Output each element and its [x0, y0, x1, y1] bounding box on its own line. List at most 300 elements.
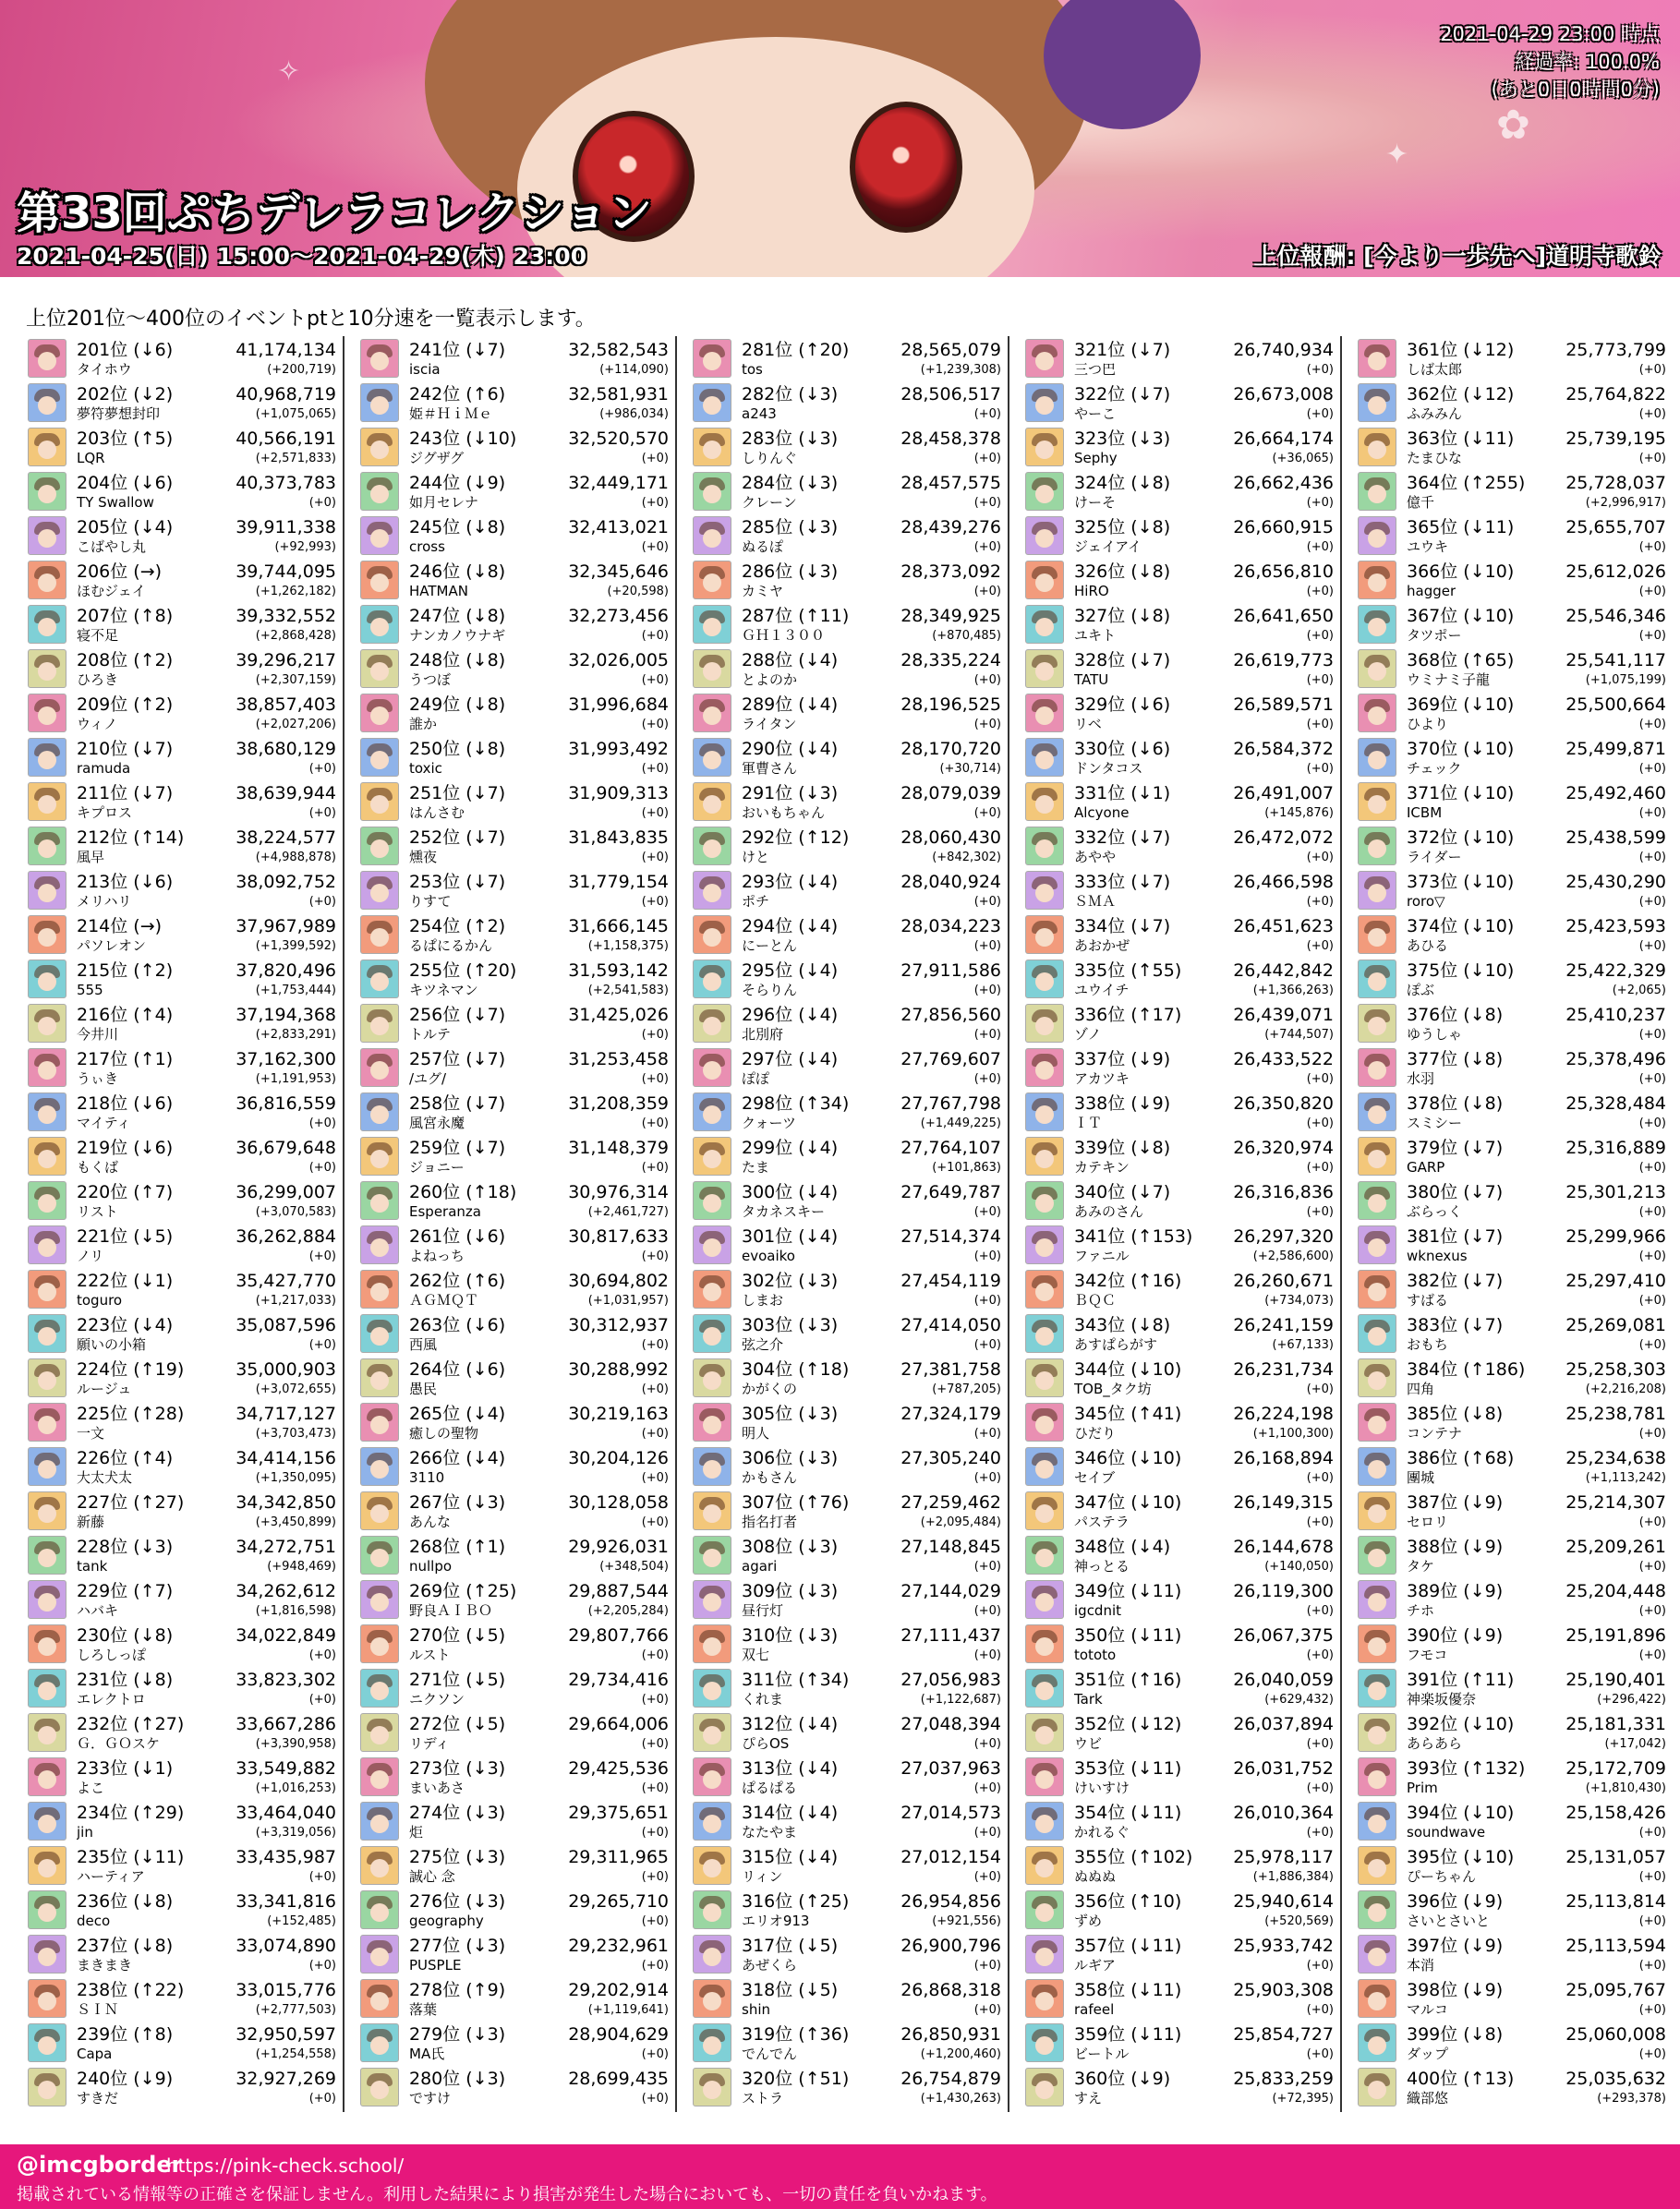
ten-minute-speed: (+0) [641, 1117, 669, 1130]
avatar [360, 1536, 399, 1575]
avatar [360, 827, 399, 865]
rank-label: 324位 (↓8) [1074, 473, 1171, 493]
avatar [360, 1979, 399, 2018]
avatar [693, 1403, 731, 1442]
event-points: 34,272,751 [236, 1537, 336, 1557]
player-name: トルテ [409, 1027, 452, 1043]
ranking-row [691, 912, 1005, 957]
player-name: 野良ＡＩＢＯ [409, 1603, 493, 1619]
event-points: 26,466,598 [1233, 872, 1334, 892]
event-points: 25,728,037 [1565, 473, 1666, 493]
rank-label: 398位 (↓9) [1407, 1980, 1504, 2000]
ranking-row [358, 1533, 672, 1577]
player-name: かもさん [742, 1470, 798, 1486]
player-name: フモコ [1407, 1648, 1448, 1663]
event-points: 28,034,223 [900, 916, 1001, 936]
ranking-row [1356, 1755, 1670, 1799]
event-points: 26,031,752 [1233, 1758, 1334, 1779]
player-name: 指名打者 [742, 1515, 798, 1530]
avatar [1358, 1491, 1396, 1530]
ranking-row [26, 2065, 340, 2109]
ranking-row [358, 1489, 672, 1533]
ten-minute-speed: (+0) [1638, 1826, 1666, 1840]
player-name: Capa [77, 2046, 113, 2062]
rank-label: 311位 (↑34) [742, 1670, 850, 1690]
avatar [28, 2023, 66, 2062]
player-name: まいあさ [409, 1780, 465, 1796]
rank-label: 253位 (↓7) [409, 872, 506, 892]
player-name: りすて [409, 894, 452, 910]
rank-label: 333位 (↓7) [1074, 872, 1171, 892]
player-name: 愚民 [409, 1382, 438, 1397]
event-points: 31,425,026 [568, 1005, 669, 1025]
event-points: 25,301,213 [1565, 1182, 1666, 1202]
avatar [693, 915, 731, 954]
avatar [693, 694, 731, 732]
ten-minute-speed: (+0) [973, 1560, 1001, 1574]
event-points: 29,926,031 [568, 1537, 669, 1557]
ten-minute-speed: (+2,868,428) [255, 629, 336, 643]
rank-label: 282位 (↓3) [742, 384, 839, 404]
ten-minute-speed: (+0) [1306, 540, 1334, 554]
avatar [1358, 915, 1396, 954]
ten-minute-speed: (+0) [1306, 585, 1334, 598]
ten-minute-speed: (+0) [308, 1648, 336, 1662]
ten-minute-speed: (+0) [641, 1427, 669, 1441]
rank-label: 201位 (↓6) [77, 340, 174, 360]
ten-minute-speed: (+744,507) [1264, 1028, 1334, 1042]
rank-label: 233位 (↓1) [77, 1758, 174, 1779]
event-points: 26,584,372 [1233, 739, 1334, 759]
player-name: 風早 [77, 850, 105, 865]
ten-minute-speed: (+921,556) [932, 1914, 1001, 1928]
ten-minute-speed: (+0) [641, 895, 669, 909]
ranking-row [691, 469, 1005, 513]
ranking-row [26, 1888, 340, 1932]
ten-minute-speed: (+0) [1306, 851, 1334, 864]
player-name: るぱにるかん [409, 938, 493, 954]
ranking-row [358, 1799, 672, 1843]
event-points: 25,209,261 [1565, 1537, 1666, 1557]
event-points: 27,037,963 [900, 1758, 1001, 1779]
ten-minute-speed: (+0) [641, 1028, 669, 1042]
event-points: 25,328,484 [1565, 1093, 1666, 1114]
event-points: 25,612,026 [1565, 561, 1666, 582]
ten-minute-speed: (+0) [1306, 1161, 1334, 1175]
event-points: 28,040,924 [900, 872, 1001, 892]
avatar [360, 738, 399, 777]
ten-minute-speed: (+1,262,182) [255, 585, 336, 598]
avatar [1358, 1447, 1396, 1486]
event-points: 30,128,058 [568, 1492, 669, 1513]
ranking-row [1356, 558, 1670, 602]
player-name: 姫＃ＨｉＭｅ [409, 406, 493, 422]
rank-label: 366位 (↓10) [1407, 561, 1515, 582]
rank-label: 236位 (↓8) [77, 1891, 174, 1912]
event-points: 32,581,931 [568, 384, 669, 404]
avatar [360, 1225, 399, 1264]
ten-minute-speed: (+0) [1638, 1072, 1666, 1086]
avatar [1025, 1225, 1064, 1264]
ranking-row [1023, 868, 1337, 912]
ranking-row [691, 1223, 1005, 1267]
ranking-row [358, 513, 672, 558]
ranking-row [691, 1489, 1005, 1533]
player-name: HiRO [1074, 584, 1109, 599]
event-points: 27,048,394 [900, 1714, 1001, 1734]
rank-label: 263位 (↓6) [409, 1315, 506, 1335]
event-points: 33,435,987 [236, 1847, 336, 1867]
ranking-row [1023, 1045, 1337, 1090]
rank-label: 314位 (↓4) [742, 1803, 839, 1823]
avatar [1358, 428, 1396, 466]
ranking-row [691, 1577, 1005, 1622]
player-name: マイティ [77, 1116, 131, 1131]
rank-label: 371位 (↓10) [1407, 783, 1515, 803]
rank-label: 394位 (↓10) [1407, 1803, 1515, 1823]
event-points: 25,172,709 [1565, 1758, 1666, 1779]
player-name: なたやま [742, 1825, 798, 1841]
rank-label: 268位 (↑1) [409, 1537, 506, 1557]
ranking-row [358, 2021, 672, 2065]
event-points: 28,439,276 [900, 517, 1001, 537]
ranking-row [1356, 1489, 1670, 1533]
ranking-row [691, 1134, 1005, 1178]
ranking-row [26, 1045, 340, 1090]
ranking-row [1356, 1577, 1670, 1622]
rank-label: 353位 (↓11) [1074, 1758, 1182, 1779]
event-points: 35,000,903 [236, 1359, 336, 1380]
avatar [28, 782, 66, 821]
ten-minute-speed: (+0) [973, 585, 1001, 598]
rank-label: 331位 (↓1) [1074, 783, 1171, 803]
ten-minute-speed: (+0) [641, 1249, 669, 1263]
ten-minute-speed: (+0) [973, 1338, 1001, 1352]
rank-label: 390位 (↓9) [1407, 1625, 1504, 1646]
rank-label: 400位 (↑13) [1407, 2069, 1515, 2089]
avatar [360, 782, 399, 821]
player-name: ＢＱＣ [1074, 1293, 1117, 1309]
ten-minute-speed: (+0) [641, 1693, 669, 1707]
avatar [360, 1403, 399, 1442]
ranking-row [26, 2021, 340, 2065]
event-points: 30,694,802 [568, 1271, 669, 1291]
rank-label: 368位 (↑65) [1407, 650, 1515, 670]
rank-label: 291位 (↓3) [742, 783, 839, 803]
event-points: 33,464,040 [236, 1803, 336, 1823]
event-points: 25,764,822 [1565, 384, 1666, 404]
event-points: 30,817,633 [568, 1226, 669, 1247]
ten-minute-speed: (+0) [973, 984, 1001, 997]
player-name: しろしっぽ [77, 1648, 147, 1663]
rank-label: 242位 (↑6) [409, 384, 506, 404]
player-name: Sephy [1074, 451, 1118, 466]
event-points: 25,430,290 [1565, 872, 1666, 892]
player-name: やーこ [1074, 406, 1117, 422]
player-name: 一文 [77, 1426, 105, 1442]
rank-label: 326位 (↓8) [1074, 561, 1171, 582]
rank-label: 272位 (↓5) [409, 1714, 506, 1734]
ten-minute-speed: (+0) [308, 1338, 336, 1352]
ten-minute-speed: (+0) [973, 1028, 1001, 1042]
ten-minute-speed: (+0) [1638, 762, 1666, 776]
rank-label: 247位 (↓8) [409, 606, 506, 626]
rank-label: 349位 (↓11) [1074, 1581, 1182, 1601]
avatar [1358, 1935, 1396, 1974]
ten-minute-speed: (+0) [641, 718, 669, 731]
ten-minute-speed: (+1,449,225) [920, 1117, 1001, 1130]
rank-label: 226位 (↑4) [77, 1448, 174, 1468]
ranking-row [26, 602, 340, 646]
ten-minute-speed: (+1,016,253) [255, 1781, 336, 1795]
player-name: リィン [742, 1869, 783, 1885]
player-name: roro▽ [1407, 894, 1445, 910]
ranking-row [1023, 1932, 1337, 1976]
avatar [1025, 1624, 1064, 1663]
ten-minute-speed: (+0) [641, 1161, 669, 1175]
ranking-row [26, 336, 340, 380]
ranking-row [1356, 380, 1670, 425]
avatar [360, 915, 399, 954]
ranking-row [358, 336, 672, 380]
avatar [28, 1092, 66, 1131]
ranking-row [1356, 1666, 1670, 1710]
event-points: 32,582,543 [568, 340, 669, 360]
ten-minute-speed: (+0) [308, 1693, 336, 1707]
avatar [360, 339, 399, 378]
rank-label: 277位 (↓3) [409, 1936, 506, 1956]
avatar [693, 1491, 731, 1530]
avatar [1358, 1624, 1396, 1663]
status-box [1440, 20, 1660, 103]
ranking-row [1023, 2065, 1337, 2109]
event-points: 32,449,171 [568, 473, 669, 493]
ten-minute-speed: (+1,217,033) [255, 1294, 336, 1308]
event-points: 28,335,224 [900, 650, 1001, 670]
avatar [1025, 738, 1064, 777]
ten-minute-speed: (+0) [1306, 1604, 1334, 1618]
player-name: hagger [1407, 584, 1456, 599]
avatar [1025, 1270, 1064, 1309]
rank-label: 303位 (↓3) [742, 1315, 839, 1335]
rank-label: 218位 (↓6) [77, 1093, 174, 1114]
site-link[interactable]: https://pink-check.school/ [166, 2155, 405, 2177]
player-name: ＳＩＮ [77, 2002, 119, 2018]
event-points: 26,433,522 [1233, 1049, 1334, 1069]
player-name: ひより [1407, 717, 1449, 732]
rank-label: 340位 (↓7) [1074, 1182, 1171, 1202]
event-points: 25,095,767 [1565, 1980, 1666, 2000]
player-name: deco [77, 1913, 111, 1929]
ten-minute-speed: (+152,485) [267, 1914, 336, 1928]
ten-minute-speed: (+296,422) [1597, 1693, 1666, 1707]
player-name: wknexus [1407, 1249, 1468, 1264]
event-period: 2021-04-25(日) 15:00〜2021-04-29(木) 23:00 [17, 243, 587, 270]
event-points: 26,040,059 [1233, 1670, 1334, 1690]
event-points: 34,414,156 [236, 1448, 336, 1468]
event-points: 38,092,752 [236, 872, 336, 892]
event-points: 26,740,934 [1233, 340, 1334, 360]
ranking-row [26, 1976, 340, 2021]
rank-label: 319位 (↑36) [742, 2024, 850, 2045]
event-points: 39,332,552 [236, 606, 336, 626]
ranking-row [691, 336, 1005, 380]
ranking-row [1356, 1843, 1670, 1888]
player-name: スミシー [1407, 1116, 1463, 1131]
avatar [1358, 1669, 1396, 1708]
player-name: 願いの小箱 [77, 1337, 147, 1353]
player-name: はんさむ [409, 805, 465, 821]
rank-label: 309位 (↓3) [742, 1581, 839, 1601]
ranking-row [1023, 1533, 1337, 1577]
player-name: 落葉 [409, 2002, 438, 2018]
ten-minute-speed: (+0) [1306, 762, 1334, 776]
event-points: 25,060,008 [1565, 2024, 1666, 2045]
sparkle-icon: ✦ [1385, 139, 1409, 171]
rank-label: 384位 (↑186) [1407, 1359, 1526, 1380]
event-points: 25,655,707 [1565, 517, 1666, 537]
ranking-row [1356, 1356, 1670, 1400]
avatar [360, 1846, 399, 1885]
ranking-row [1356, 513, 1670, 558]
player-name: /ユグ/ [409, 1071, 447, 1087]
ten-minute-speed: (+870,485) [932, 629, 1001, 643]
avatar [1025, 1314, 1064, 1353]
ten-minute-speed: (+0) [973, 496, 1001, 510]
ten-minute-speed: (+0) [973, 407, 1001, 421]
ten-minute-speed: (+1,399,592) [255, 939, 336, 953]
ranking-row [358, 2065, 672, 2109]
rank-label: 225位 (↑28) [77, 1404, 185, 1424]
event-points: 26,316,836 [1233, 1182, 1334, 1202]
avatar [1025, 472, 1064, 511]
event-points: 25,316,889 [1565, 1138, 1666, 1158]
rank-label: 378位 (↓8) [1407, 1093, 1504, 1114]
ten-minute-speed: (+0) [1306, 1382, 1334, 1396]
rank-label: 229位 (↑7) [77, 1581, 174, 1601]
rank-label: 316位 (↑25) [742, 1891, 850, 1912]
rank-label: 249位 (↓8) [409, 694, 506, 715]
ranking-row [1023, 735, 1337, 779]
player-name: 癒しの聖物 [409, 1426, 479, 1442]
rank-label: 381位 (↓7) [1407, 1226, 1504, 1247]
player-name: ひだり [1074, 1426, 1117, 1442]
avatar [693, 2023, 731, 2062]
player-name: あおかぜ [1074, 938, 1130, 954]
player-name: あみのさん [1074, 1204, 1144, 1220]
ranking-row [691, 1090, 1005, 1134]
event-points: 33,015,776 [236, 1980, 336, 2000]
event-points: 28,196,525 [900, 694, 1001, 715]
rank-label: 392位 (↓10) [1407, 1714, 1515, 1734]
ten-minute-speed: (+0) [1306, 407, 1334, 421]
event-points: 37,162,300 [236, 1049, 336, 1069]
rank-label: 284位 (↓3) [742, 473, 839, 493]
event-points: 41,174,134 [236, 340, 336, 360]
event-points: 27,649,787 [900, 1182, 1001, 1202]
player-name: ＩＴ [1074, 1116, 1103, 1131]
player-name: 三つ巴 [1074, 362, 1117, 378]
player-name: 寝不足 [77, 628, 119, 644]
ten-minute-speed: (+0) [1306, 1737, 1334, 1751]
timestamp: 2021-04-29 23:00 時点 [1440, 23, 1660, 45]
rank-label: 300位 (↓4) [742, 1182, 839, 1202]
event-points: 25,422,329 [1565, 960, 1666, 981]
player-name: ゾノ [1074, 1027, 1102, 1043]
ten-minute-speed: (+0) [308, 1117, 336, 1130]
ten-minute-speed: (+0) [1306, 1072, 1334, 1086]
player-name: ウビ [1074, 1736, 1103, 1752]
ten-minute-speed: (+0) [973, 939, 1001, 953]
avatar [693, 1669, 731, 1708]
event-points: 26,119,300 [1233, 1581, 1334, 1601]
avatar [1358, 383, 1396, 422]
event-points: 40,566,191 [236, 429, 336, 449]
ten-minute-speed: (+3,450,899) [255, 1515, 336, 1529]
ranking-row [358, 1444, 672, 1489]
event-points: 26,231,734 [1233, 1359, 1334, 1380]
player-name: リスト [77, 1204, 118, 1220]
event-points: 28,458,378 [900, 429, 1001, 449]
ranking-row [358, 1090, 672, 1134]
avatar [28, 561, 66, 599]
rank-label: 359位 (↓11) [1074, 2024, 1182, 2045]
avatar [28, 1491, 66, 1530]
event-points: 29,734,416 [568, 1670, 669, 1690]
column-divider [343, 336, 344, 2112]
event-points: 25,378,496 [1565, 1049, 1666, 1069]
avatar [360, 960, 399, 998]
ten-minute-speed: (+3,703,473) [255, 1427, 336, 1441]
rank-label: 224位 (↑19) [77, 1359, 185, 1380]
twitter-handle[interactable]: @imcgborder [17, 2152, 183, 2178]
ranking-row [1356, 2065, 1670, 2109]
ranking-row [1356, 646, 1670, 691]
event-points: 31,148,379 [568, 1138, 669, 1158]
player-name: あぜくら [742, 1958, 798, 1974]
ranking-row [26, 824, 340, 868]
ten-minute-speed: (+1,100,300) [1252, 1427, 1334, 1441]
ranking-row [1023, 513, 1337, 558]
event-points: 29,232,961 [568, 1936, 669, 1956]
ten-minute-speed: (+0) [1638, 452, 1666, 465]
avatar [360, 383, 399, 422]
avatar [28, 1935, 66, 1974]
player-name: けいすけ [1074, 1780, 1130, 1796]
avatar [360, 1004, 399, 1043]
ranking-row [1023, 1444, 1337, 1489]
avatar [360, 1890, 399, 1929]
ranking-row [26, 1799, 340, 1843]
avatar [1358, 1802, 1396, 1841]
rank-label: 297位 (↓4) [742, 1049, 839, 1069]
event-points: 38,680,129 [236, 739, 336, 759]
rank-label: 347位 (↓10) [1074, 1492, 1182, 1513]
rank-label: 265位 (↓4) [409, 1404, 506, 1424]
ranking-row [691, 1267, 1005, 1311]
avatar [28, 1757, 66, 1796]
rank-label: 320位 (↑51) [742, 2069, 850, 2089]
rank-label: 270位 (↓5) [409, 1625, 506, 1646]
ten-minute-speed: (+1,430,263) [920, 2092, 1001, 2106]
rank-label: 260位 (↑18) [409, 1182, 517, 1202]
ranking-row [1023, 646, 1337, 691]
ten-minute-speed: (+1,239,308) [920, 363, 1001, 377]
sparkle-icon: ✧ [277, 55, 301, 88]
ranking-row [1356, 1976, 1670, 2021]
player-name: 西風 [409, 1337, 438, 1353]
avatar [360, 1580, 399, 1619]
